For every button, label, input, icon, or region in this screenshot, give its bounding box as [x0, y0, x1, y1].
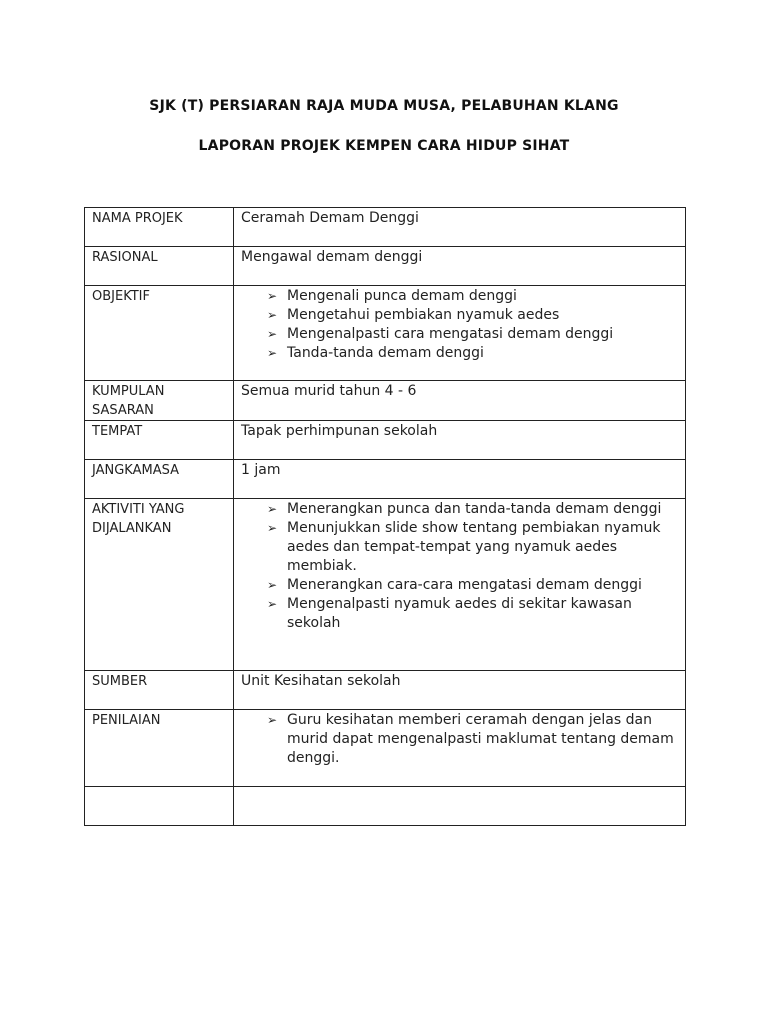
report-title: LAPORAN PROJEK KEMPEN CARA HIDUP SIHAT	[198, 138, 570, 154]
table-row	[85, 710, 686, 787]
list-item: ➢ Guru kesihatan memberi ceramah dengan jelas dan murid dapat mengenalpasti maklumat tentang demam denggi.	[267, 712, 674, 766]
table-row-empty	[85, 787, 686, 826]
table-row	[85, 421, 686, 460]
project-report-table	[84, 207, 686, 826]
penilaian-list	[241, 711, 679, 768]
list-item: ➢ Mengetahui pembiakan nyamuk aedes	[267, 307, 560, 323]
list-item: ➢ Menerangkan punca dan tanda-tanda demam denggi	[267, 501, 662, 517]
table-row	[85, 460, 686, 499]
arrow-bullet-icon: ➢	[267, 597, 278, 611]
table-row	[85, 671, 686, 710]
table-row	[85, 381, 686, 421]
table-row	[85, 286, 686, 381]
list-item: ➢ Mengenalpasti nyamuk aedes di sekitar kawasan sekolah	[267, 596, 632, 631]
label-rasional: RASIONAL	[85, 247, 234, 286]
value-tempat: Tapak perhimpunan sekolah	[234, 421, 686, 460]
arrow-bullet-icon: ➢	[267, 521, 278, 535]
label-penilaian: PENILAIAN	[85, 710, 234, 787]
list-item: ➢ Mengenali punca demam denggi	[267, 288, 517, 304]
value-sumber: Unit Kesihatan sekolah	[234, 671, 686, 710]
empty-label-cell	[85, 787, 234, 826]
aktiviti-list	[241, 500, 679, 633]
table-row	[85, 208, 686, 247]
label-kumpulan-sasaran: KUMPULAN SASARAN	[85, 381, 234, 421]
value-objektif	[234, 286, 686, 381]
list-item: ➢ Tanda-tanda demam denggi	[267, 345, 484, 361]
arrow-bullet-icon: ➢	[267, 713, 278, 727]
value-penilaian	[234, 710, 686, 787]
arrow-bullet-icon: ➢	[267, 327, 278, 341]
label-sumber: SUMBER	[85, 671, 234, 710]
label-nama-projek: NAMA PROJEK	[85, 208, 234, 247]
label-jangkamasa: JANGKAMASA	[85, 460, 234, 499]
label-tempat: TEMPAT	[85, 421, 234, 460]
arrow-bullet-icon: ➢	[267, 578, 278, 592]
school-title: SJK (T) PERSIARAN RAJA MUDA MUSA, PELABUHAN KLANG	[149, 98, 619, 114]
arrow-bullet-icon: ➢	[267, 346, 278, 360]
value-aktiviti	[234, 499, 686, 671]
label-aktiviti: AKTIVITI YANG DIJALANKAN	[85, 499, 234, 671]
value-kumpulan-sasaran: Semua murid tahun 4 - 6	[234, 381, 686, 421]
list-item: ➢ Menerangkan cara-cara mengatasi demam denggi	[267, 577, 642, 593]
empty-value-cell	[234, 787, 686, 826]
value-nama-projek: Ceramah Demam Denggi	[234, 208, 686, 247]
list-item: ➢ Mengenalpasti cara mengatasi demam denggi	[267, 326, 614, 342]
objektif-list	[241, 287, 679, 363]
label-objektif: OBJEKTIF	[85, 286, 234, 381]
arrow-bullet-icon: ➢	[267, 289, 278, 303]
value-rasional: Mengawal demam denggi	[234, 247, 686, 286]
table-row	[85, 247, 686, 286]
value-jangkamasa: 1 jam	[234, 460, 686, 499]
arrow-bullet-icon: ➢	[267, 502, 278, 516]
arrow-bullet-icon: ➢	[267, 308, 278, 322]
list-item: ➢ Menunjukkan slide show tentang pembiakan nyamuk aedes dan tempat-tempat yang nyamuk aedes membiak.	[267, 520, 661, 574]
table-row	[85, 499, 686, 671]
